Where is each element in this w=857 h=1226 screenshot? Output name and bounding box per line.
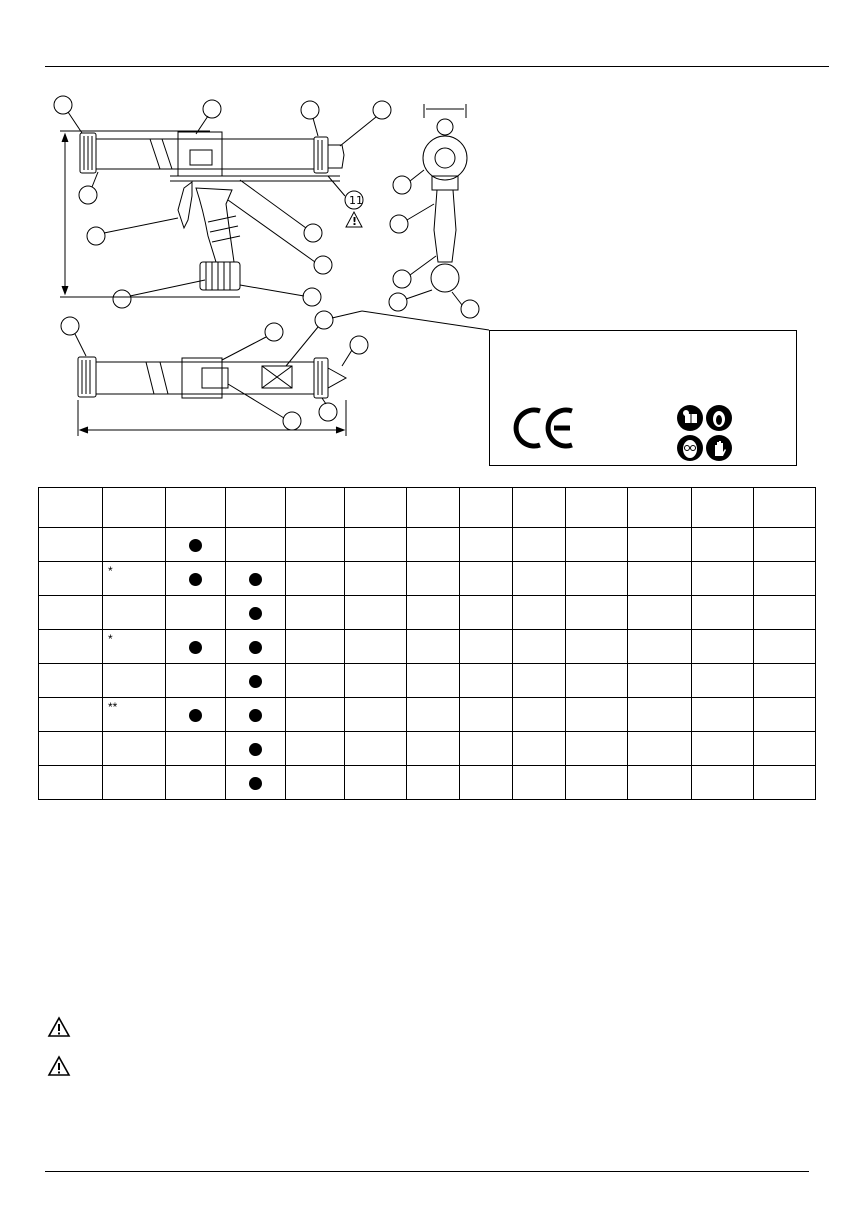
table-cell xyxy=(692,562,754,596)
table-cell xyxy=(460,766,513,800)
table-cell xyxy=(103,528,166,562)
table-cell xyxy=(407,562,460,596)
table-cell xyxy=(345,630,407,664)
table-cell xyxy=(166,766,226,800)
table-cell xyxy=(754,698,816,732)
table-cell xyxy=(345,732,407,766)
table-cell xyxy=(692,664,754,698)
table-cell xyxy=(692,766,754,800)
table-cell xyxy=(513,630,566,664)
table-cell xyxy=(628,664,692,698)
table-cell xyxy=(286,630,345,664)
availability-dot-icon xyxy=(249,743,262,756)
availability-dot-icon xyxy=(249,573,262,586)
product-label-box xyxy=(489,330,797,466)
table-cell xyxy=(166,732,226,766)
table-cell xyxy=(407,732,460,766)
table-cell xyxy=(166,664,226,698)
table-header-row xyxy=(39,488,816,528)
table-cell xyxy=(692,596,754,630)
table-cell xyxy=(513,528,566,562)
top-view-gun xyxy=(61,311,489,436)
table-cell xyxy=(754,664,816,698)
footer-rule xyxy=(45,1171,809,1172)
table-cell xyxy=(166,528,226,562)
table-cell xyxy=(460,596,513,630)
table-cell xyxy=(628,596,692,630)
table-cell xyxy=(628,562,692,596)
table-cell xyxy=(754,528,816,562)
front-view-gun xyxy=(389,104,479,318)
table-cell xyxy=(692,630,754,664)
table-row xyxy=(39,766,816,800)
warning-callout-mark: ! xyxy=(352,215,358,228)
table-cell xyxy=(345,528,407,562)
table-cell xyxy=(628,630,692,664)
table-row xyxy=(39,596,816,630)
table-cell xyxy=(103,664,166,698)
table-cell xyxy=(513,596,566,630)
table-cell xyxy=(754,630,816,664)
table-cell xyxy=(166,562,226,596)
table-cell xyxy=(345,664,407,698)
table-cell xyxy=(460,664,513,698)
availability-dot-icon xyxy=(249,607,262,620)
table-cell xyxy=(628,698,692,732)
table-cell xyxy=(286,596,345,630)
table-cell xyxy=(566,596,628,630)
availability-dot-icon xyxy=(189,641,202,654)
table-cell xyxy=(286,562,345,596)
availability-dot-icon xyxy=(189,539,202,552)
footnote-marker: * xyxy=(108,564,113,578)
warning-triangle-icon xyxy=(47,1055,71,1077)
table-cell xyxy=(566,766,628,800)
table-cell xyxy=(407,528,460,562)
table-cell xyxy=(628,766,692,800)
table-cell xyxy=(460,562,513,596)
table-cell xyxy=(566,562,628,596)
table-cell xyxy=(226,664,286,698)
table-cell xyxy=(286,664,345,698)
table-cell xyxy=(513,664,566,698)
table-cell xyxy=(286,766,345,800)
table-row xyxy=(39,698,816,732)
table-cell xyxy=(566,732,628,766)
table-cell xyxy=(103,766,166,800)
header-rule xyxy=(45,66,829,67)
table-cell xyxy=(566,698,628,732)
table-cell xyxy=(692,528,754,562)
table-cell xyxy=(345,596,407,630)
table-cell xyxy=(39,562,103,596)
eye-protection-icon xyxy=(677,435,703,461)
availability-dot-icon xyxy=(249,675,262,688)
hand-protection-icon xyxy=(706,435,732,461)
table-cell xyxy=(513,766,566,800)
availability-dot-icon xyxy=(249,777,262,790)
table-cell xyxy=(286,528,345,562)
availability-dot-icon xyxy=(189,573,202,586)
table-cell xyxy=(513,732,566,766)
table-cell xyxy=(566,664,628,698)
availability-dot-icon xyxy=(249,641,262,654)
table-row xyxy=(39,732,816,766)
warning-triangle-icon xyxy=(47,1016,71,1038)
table-row xyxy=(39,528,816,562)
table-cell xyxy=(345,766,407,800)
table-cell xyxy=(226,630,286,664)
table-cell xyxy=(460,698,513,732)
spec-table xyxy=(38,487,816,800)
table-cell xyxy=(226,766,286,800)
table-cell xyxy=(103,630,166,664)
table-cell xyxy=(166,596,226,630)
table-cell xyxy=(103,698,166,732)
table-cell xyxy=(566,528,628,562)
table-cell xyxy=(407,698,460,732)
table-cell xyxy=(226,562,286,596)
table-cell xyxy=(345,698,407,732)
table-cell xyxy=(226,528,286,562)
table-cell xyxy=(407,596,460,630)
table-cell xyxy=(460,630,513,664)
table-cell xyxy=(166,698,226,732)
table-cell xyxy=(103,732,166,766)
table-cell xyxy=(39,732,103,766)
side-view-gun xyxy=(54,96,391,308)
table-cell xyxy=(628,732,692,766)
warning-callout-number: 11 xyxy=(349,194,363,207)
table-cell xyxy=(692,698,754,732)
table-cell xyxy=(345,562,407,596)
table-cell xyxy=(226,596,286,630)
table-cell xyxy=(39,698,103,732)
table-cell xyxy=(513,562,566,596)
table-cell xyxy=(286,732,345,766)
table-cell xyxy=(407,766,460,800)
table-cell xyxy=(39,630,103,664)
table-cell xyxy=(754,596,816,630)
table-cell xyxy=(754,766,816,800)
table-cell xyxy=(226,732,286,766)
table-cell xyxy=(754,732,816,766)
table-cell xyxy=(692,732,754,766)
footnote-marker: ** xyxy=(108,700,118,714)
table-cell xyxy=(39,528,103,562)
table-cell xyxy=(628,528,692,562)
footnote-marker: * xyxy=(108,632,113,646)
ce-mark-icon xyxy=(512,403,578,453)
table-cell xyxy=(103,562,166,596)
availability-dot-icon xyxy=(249,709,262,722)
table-cell xyxy=(566,630,628,664)
table-cell xyxy=(39,596,103,630)
table-cell xyxy=(754,562,816,596)
table-cell xyxy=(286,698,345,732)
availability-dot-icon xyxy=(189,709,202,722)
table-cell xyxy=(407,664,460,698)
table-cell xyxy=(226,698,286,732)
table-cell xyxy=(39,766,103,800)
table-cell xyxy=(460,528,513,562)
table-cell xyxy=(460,732,513,766)
table-row xyxy=(39,562,816,596)
table-row xyxy=(39,630,816,664)
table-cell xyxy=(39,664,103,698)
table-cell xyxy=(166,630,226,664)
read-manual-icon xyxy=(677,405,703,431)
table-cell xyxy=(407,630,460,664)
table-cell xyxy=(513,698,566,732)
ear-protection-icon xyxy=(706,405,732,431)
table-cell xyxy=(103,596,166,630)
table-row xyxy=(39,664,816,698)
